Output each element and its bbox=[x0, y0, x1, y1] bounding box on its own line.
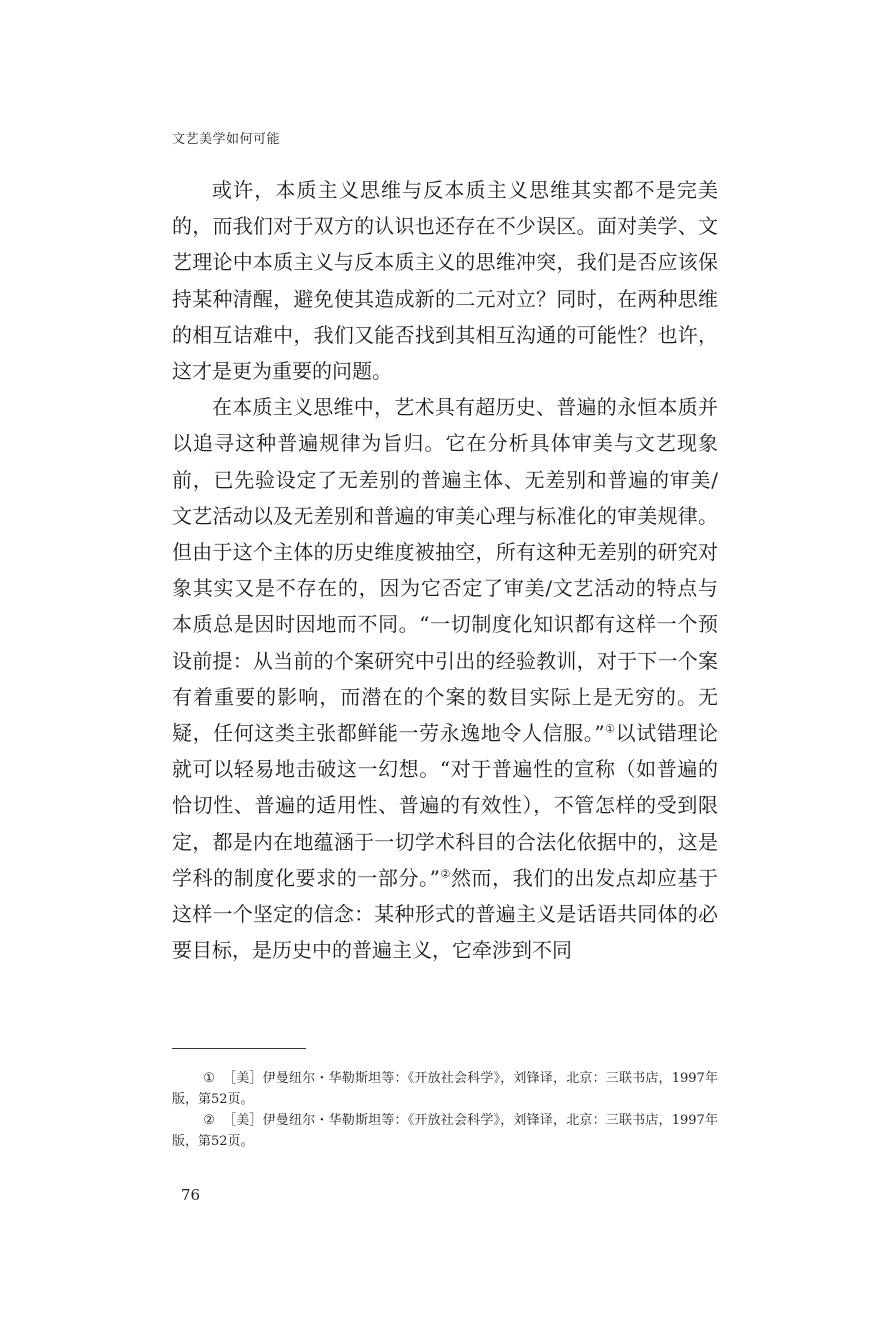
footnote-divider bbox=[172, 1048, 306, 1049]
paragraph bbox=[172, 389, 718, 968]
footnote bbox=[172, 1068, 718, 1110]
footnote bbox=[172, 1110, 718, 1152]
footnote-reference-1[interactable]: ① bbox=[604, 722, 616, 736]
paragraph-text: 在本质主义思维中，艺术具有超历史、普遍的永恒本质并以追寻这种普遍规律为旨归。它在分析具体审美与文艺现象前，已先验设定了无差别的普遍主体、无差别和普遍的审美/文艺活动以及无差别和普遍的审美心理与标准化的审美规律。但由于这个主体的历史维度被抽空，所有这种无差别的研究对象其实又是不存在的，因为它否定了审美/文艺活动的特点与本质总是因时因地而不同。“一切制度化知识都有这样一个预设前提：从当前的个案研究中引出的经验教训，对于下一个案有着重要的影响，而潜在的个案的数目实际上是无穷的。无疑，任何这类主张都鲜能一劳永逸地令人信服。” bbox=[172, 395, 718, 746]
paragraph-text: 或许，本质主义思维与反本质主义思维其实都不是完美的，而我们对于双方的认识也还存在不少误区。面对美学、文艺理论中本质主义与反本质主义的思维冲突，我们是否应该保持某种清醒，避免使其造成新的二元对立？同时，在两种思维的相互诘难中，我们又能否找到其相互沟通的可能性？也许，这才是更为重要的问题。 bbox=[172, 178, 718, 384]
paragraph-text: 然而，我们的出发点却应基于这样一个坚定的信念：某种形式的普遍主义是话语共同体的必要目标，是历史中的普遍主义，它牵涉到不同 bbox=[172, 865, 718, 963]
paragraph bbox=[172, 172, 718, 389]
footnote-mark: ② bbox=[203, 1113, 216, 1128]
paragraph-text: 以试错理论就可以轻易地击破这一幻想。“对于普遍性的宣称（如普遍的恰切性、普遍的适用性、普遍的有效性），不管怎样的受到限定，都是内在地蕴涵于一切学术科目的合法化依据中的，这是学科的制度化要求的一部分。” bbox=[172, 721, 718, 890]
footnotes bbox=[172, 1068, 718, 1152]
running-head: 文艺美学如何可能 bbox=[172, 132, 281, 147]
page-number: 76 bbox=[181, 1186, 201, 1204]
body-text bbox=[172, 172, 718, 968]
footnote-text: ［美］伊曼纽尔・华勒斯坦等：《开放社会科学》，刘锋译，北京：三联书店，1997年版，第52页。 bbox=[172, 1113, 719, 1149]
footnote-mark: ① bbox=[203, 1071, 216, 1086]
footnote-text: ［美］伊曼纽尔・华勒斯坦等：《开放社会科学》，刘锋译，北京：三联书店，1997年版，第52页。 bbox=[172, 1071, 719, 1107]
footnote-reference-2[interactable]: ② bbox=[439, 867, 451, 881]
